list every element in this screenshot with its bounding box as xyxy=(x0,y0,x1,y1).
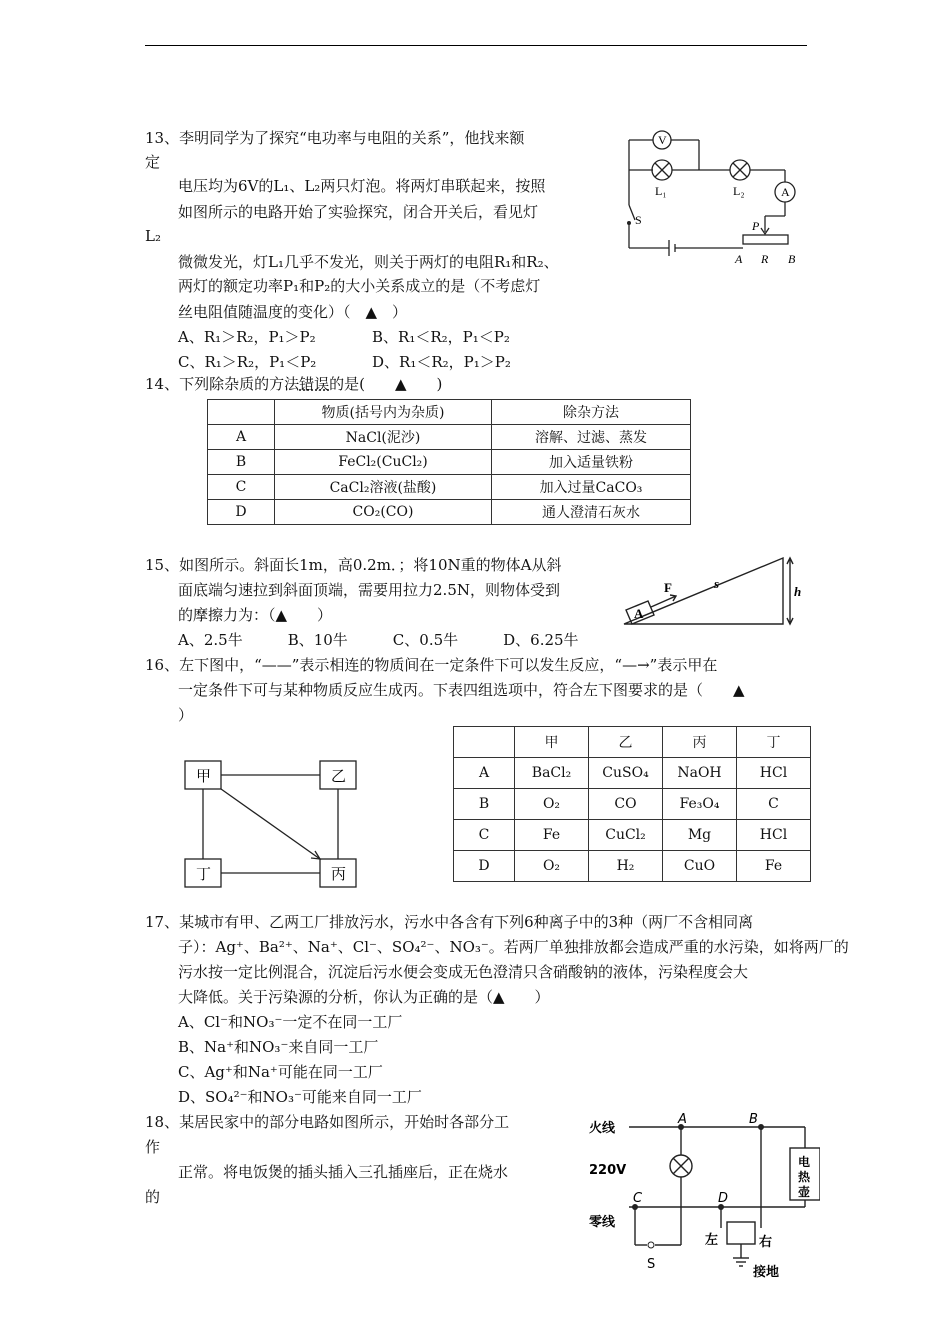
end-a-label: A xyxy=(735,252,743,266)
table-header-row: 甲 乙 丙 丁 xyxy=(454,727,811,758)
q17-option-d: D、SO₄²⁻和NO₃⁻可能来自同一工厂 xyxy=(178,1088,422,1106)
box-jia: 甲 xyxy=(196,767,212,785)
q15-line2: 面底端匀速拉到斜面顶端，需要用拉力2.5N，则物体受到 xyxy=(178,581,560,599)
q13-line3: 如图所示的电路开始了实验探究，闭合开关后，看见灯 xyxy=(178,203,539,221)
q13-line6: 丝电阻值随温度的变化）（ ▲ ） xyxy=(178,303,408,321)
voltage-label: 220V xyxy=(589,1163,627,1178)
node-a-label: A xyxy=(678,1112,687,1127)
q17-option-c: C、Ag⁺和Na⁺可能在同一工厂 xyxy=(178,1063,383,1081)
switch-label: S xyxy=(635,213,642,227)
table-header-row: 物质(括号内为杂质) 除杂方法 xyxy=(208,400,691,425)
q14-table xyxy=(207,399,691,525)
q18-line1: 18、某居民家中的部分电路如图所示，开始时各部分工 xyxy=(145,1113,510,1131)
ground-label: 接地 xyxy=(753,1265,780,1280)
q17-option-a: A、Cl⁻和NO₃⁻一定不在同一工厂 xyxy=(178,1013,403,1031)
q13-option-c: C、R₁＞R₂，P₁＜P₂ xyxy=(178,353,317,371)
q13-line5: 两灯的额定功率P₁和P₂的大小关系成立的是（不考虑灯 xyxy=(178,277,541,295)
q17-line1: 17、某城市有甲、乙两工厂排放污水，污水中各含有下列6种离子中的3种（两厂不含相同离 xyxy=(145,913,754,931)
live-wire-label: 火线 xyxy=(589,1121,616,1136)
q15-line1: 15、如图所示。斜面长1m，高0.2m．；将10N重的物体A从斜 xyxy=(145,556,562,574)
q16-line1: 16、左下图中，“——”表示相连的物质间在一定条件下可以发生反应，“—→”表示甲在 xyxy=(145,656,718,674)
switch-s-label: S xyxy=(647,1257,656,1272)
table-row: D O₂ H₂ CuO Fe xyxy=(454,851,811,882)
node-d-label: D xyxy=(718,1191,729,1206)
box-yi: 乙 xyxy=(331,767,347,785)
block-a-label: A xyxy=(634,606,644,621)
q15-line3: 的摩擦力为：（▲ ） xyxy=(178,606,333,624)
table-row: C Fe CuCl₂ Mg HCl xyxy=(454,820,811,851)
q14-stem: 14、下列除杂质的方法错误的是( ▲ ) xyxy=(145,375,443,393)
q13-option-a: A、R₁＞R₂，P₁＞P₂ xyxy=(178,328,316,346)
box-bing: 丙 xyxy=(331,865,347,883)
q16-line2: 一定条件下可与某种物质反应生成丙。下表四组选项中，符合左下图要求的是（ ▲ xyxy=(178,681,745,699)
q16-line3: ） xyxy=(178,706,194,724)
node-c-label: C xyxy=(633,1191,643,1206)
table-row: D CO₂(CO) 通人澄清石灰水 xyxy=(208,500,691,525)
q15-options: A、2.5牛 B、10牛 C、0.5牛 D、6.25牛 xyxy=(178,631,579,649)
q13-circuit-diagram xyxy=(615,120,815,275)
kettle-label: 电热壶 xyxy=(798,1155,811,1199)
table-row: B O₂ CO Fe₃O₄ C xyxy=(454,789,811,820)
socket-right-label: 右 xyxy=(759,1235,773,1250)
resistor-r-label: R xyxy=(761,252,769,266)
q18-household-circuit xyxy=(585,1110,820,1285)
q16-table xyxy=(453,726,811,882)
q13-line1: 13、李明同学为了探究“电功率与电阻的关系”，他找来额 xyxy=(145,129,525,147)
q13-option-b: B、R₁＜R₂，P₁＜P₂ xyxy=(372,328,510,346)
q13-line1-wrap: 定 xyxy=(145,153,161,171)
q13-option-d: D、R₁＜R₂，P₁＞P₂ xyxy=(372,353,511,371)
node-b-label: B xyxy=(749,1112,758,1127)
header-rule xyxy=(145,45,807,46)
socket-left-label: 左 xyxy=(705,1233,719,1248)
q15-incline-diagram xyxy=(618,552,808,632)
end-b-label: B xyxy=(788,252,796,266)
q18-line2: 正常。将电饭煲的插头插入三孔插座后，正在烧水 xyxy=(178,1163,509,1181)
q17-line2: 子）：Ag⁺、Ba²⁺、Na⁺、Cl⁻、SO₄²⁻、NO₃⁻。若两厂单独排放都会造成严重的水污染，如将两厂的 xyxy=(178,938,849,956)
neutral-wire-label: 零线 xyxy=(589,1215,616,1230)
lamp-l2-label: L₂ xyxy=(733,184,745,198)
height-h-label: h xyxy=(794,584,802,599)
length-s-label: s xyxy=(714,576,720,591)
q17-line3: 污水按一定比例混合，沉淀后污水便会变成无色澄清只含硝酸钠的液体，污染程度会大 xyxy=(178,963,749,981)
q13-line2: 电压均为6V的L₁、L₂两只灯泡。将两灯串联起来，按照 xyxy=(178,177,546,195)
q13-line4: 微微发光，灯L₁几乎不发光，则关于两灯的电阻R₁和R₂、 xyxy=(178,253,559,271)
table-row: B FeCl₂(CuCl₂) 加入适量铁粉 xyxy=(208,450,691,475)
force-f-label: F xyxy=(664,580,672,595)
q18-line1-wrap: 作 xyxy=(145,1138,161,1156)
box-ding: 丁 xyxy=(196,865,212,883)
lamp-l1-label: L₁ xyxy=(655,184,667,198)
table-row: A BaCl₂ CuSO₄ NaOH HCl xyxy=(454,758,811,789)
q13-line3-wrap: L₂ xyxy=(145,227,161,245)
voltmeter-label: V xyxy=(658,133,667,147)
q18-line2-wrap: 的 xyxy=(145,1188,161,1206)
q17-line4: 大降低。关于污染源的分析，你认为正确的是（▲ ） xyxy=(178,988,550,1006)
ammeter-label: A xyxy=(781,185,790,199)
q17-option-b: B、Na⁺和NO₃⁻来自同一工厂 xyxy=(178,1038,379,1056)
q16-reaction-diagram xyxy=(180,755,365,895)
slider-p-label: P xyxy=(752,219,760,233)
table-row: A NaCl(泥沙) 溶解、过滤、蒸发 xyxy=(208,425,691,450)
table-row: C CaCl₂溶液(盐酸) 加入过量CaCO₃ xyxy=(208,475,691,500)
